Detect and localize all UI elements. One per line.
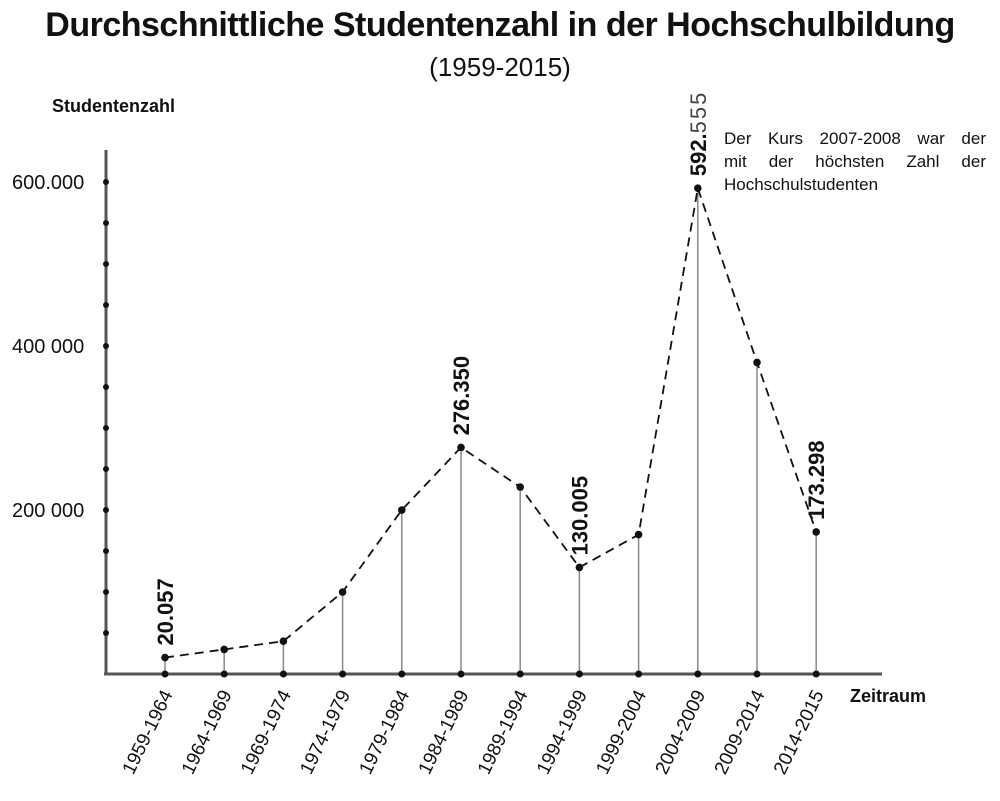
x-tick-dot <box>813 671 820 678</box>
data-point <box>339 588 347 596</box>
y-tick-dot <box>103 179 109 185</box>
y-tick-dot <box>103 302 109 308</box>
chart-title: Durchschnittliche Studentenzahl in der Hochschulbildung <box>45 6 955 44</box>
x-tick-label: 1999-2004 <box>592 686 652 778</box>
x-tick-label: 1989-1994 <box>473 686 533 778</box>
x-tick-dot <box>221 671 228 678</box>
y-tick-dot <box>103 425 109 431</box>
x-tick-dot <box>635 671 642 678</box>
y-tick-dot <box>103 343 109 349</box>
y-axis-label: Studentenzahl <box>52 96 176 116</box>
y-tick-dot <box>103 548 109 554</box>
x-axis-label: Zeitraum <box>850 686 927 706</box>
annotation-line-3: Hochschulstudenten <box>724 175 879 194</box>
data-point <box>516 483 524 491</box>
x-tick-label: 1994-1999 <box>533 686 592 778</box>
x-tick-label: 2004-2009 <box>651 686 711 778</box>
x-tick-dot <box>162 671 169 678</box>
x-tick-label: 1984-1989 <box>414 686 474 778</box>
y-tick-dot <box>103 630 109 636</box>
data-label <box>686 91 711 177</box>
data-point <box>753 359 761 367</box>
x-tick-dot <box>694 671 701 678</box>
annotation-line-1: Der Kurs 2007-2008 war der <box>724 129 986 148</box>
data-label: 173.298 <box>804 440 830 520</box>
x-tick-dot <box>339 671 346 678</box>
x-tick-dot <box>280 671 287 678</box>
x-tick-label: 2009-2014 <box>710 686 770 778</box>
x-tick-dot <box>576 671 583 678</box>
x-tick-dot <box>517 671 524 678</box>
y-tick-dot <box>103 589 109 595</box>
data-point <box>812 528 820 536</box>
data-label-light-part: 555 <box>685 90 711 134</box>
chart-subtitle: (1959-2015) <box>429 52 571 82</box>
data-point <box>694 184 702 192</box>
data-point <box>220 646 228 654</box>
y-tick-label: 400 000 <box>12 336 85 359</box>
y-tick-label: 600.000 <box>12 172 85 195</box>
series-line <box>165 188 816 657</box>
data-point <box>398 506 406 514</box>
x-tick-label: 1979-1984 <box>355 686 415 778</box>
y-tick-dot <box>103 507 109 513</box>
y-tick-label: 200 000 <box>12 500 85 523</box>
y-tick-dot <box>103 220 109 226</box>
data-label: 130.005 <box>567 475 593 556</box>
x-tick-dot <box>398 671 405 678</box>
x-tick-dot <box>754 671 761 678</box>
data-point <box>280 637 288 645</box>
x-tick-label: 1969-1974 <box>237 686 296 778</box>
x-tick-label: 1974-1979 <box>296 686 356 778</box>
x-tick-dot <box>458 671 465 678</box>
data-point <box>161 654 169 662</box>
annotation-line-2: mit der höchsten Zahl der <box>724 152 986 171</box>
x-tick-label: 2014-2015 <box>769 686 829 778</box>
data-label-bold-part: 592. <box>685 133 711 177</box>
data-point <box>635 531 643 539</box>
data-label: 20.057 <box>153 578 178 646</box>
y-tick-dot <box>103 466 109 472</box>
x-tick-label: 1964-1969 <box>177 686 237 778</box>
data-label: 276.350 <box>449 355 474 436</box>
y-tick-dot <box>103 261 109 267</box>
y-tick-dot <box>103 384 109 390</box>
data-point <box>576 564 584 572</box>
data-point <box>457 444 465 452</box>
x-tick-label: 1959-1964 <box>118 686 178 778</box>
